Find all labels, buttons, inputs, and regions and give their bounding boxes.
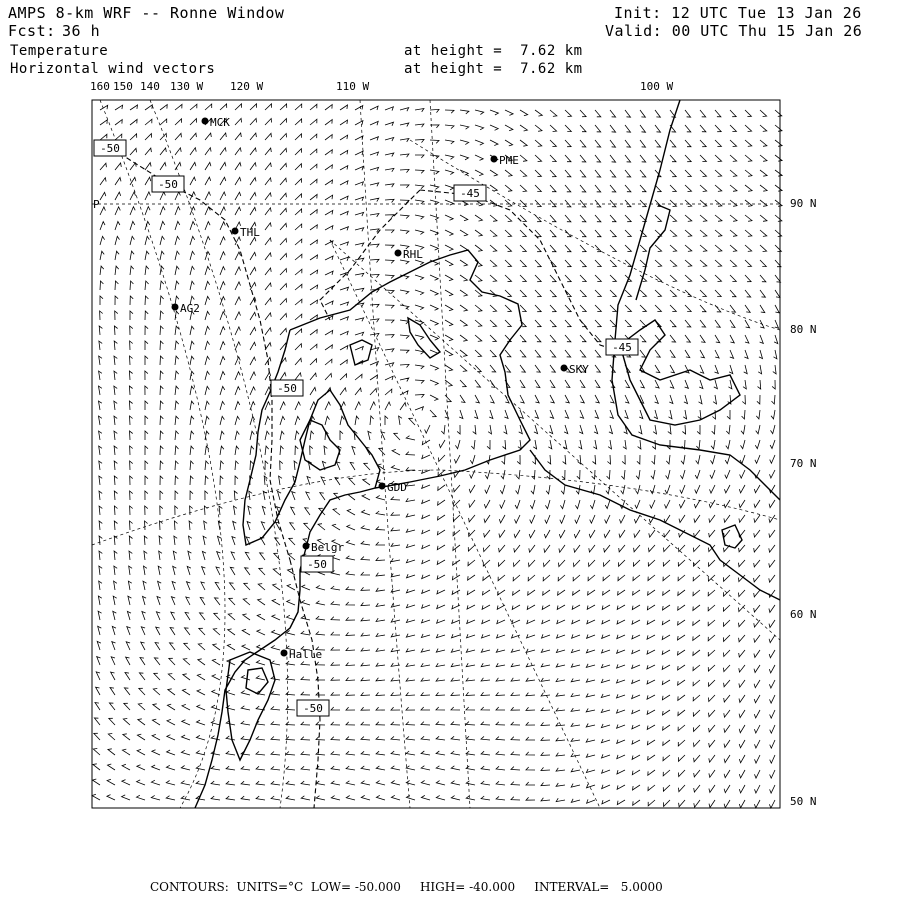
longitude-label: 140 <box>140 80 160 93</box>
station-label: RHL <box>403 248 423 261</box>
station-dot <box>491 156 498 163</box>
height-wind: at height = 7.62 km <box>404 61 583 77</box>
longitude-label: 160 <box>90 80 110 93</box>
valid-time: Valid: 00 UTC Thu 15 Jan 26 <box>605 22 863 40</box>
contour-label <box>606 339 638 355</box>
svg-text:-45: -45 <box>612 341 632 354</box>
contour-minus-50 <box>289 560 323 808</box>
coastline <box>620 320 740 425</box>
svg-text:-50: -50 <box>307 558 327 571</box>
station-label: THL <box>240 226 260 239</box>
station-label: PME <box>499 154 519 167</box>
contour-label <box>297 700 329 716</box>
station-dot <box>303 543 310 550</box>
meridian-line <box>360 100 410 808</box>
forecast-hours: 36 h <box>62 22 101 40</box>
latitude-label: 90 N <box>790 197 817 210</box>
latitude-label: 50 N <box>790 795 817 808</box>
contour-labels <box>94 140 638 716</box>
map-title: AMPS 8-km WRF -- Ronne Window <box>8 4 285 22</box>
station-belgr <box>303 541 345 554</box>
svg-text:-45: -45 <box>460 187 480 200</box>
station-label: MCK <box>210 116 230 129</box>
station-rhl <box>395 248 424 261</box>
coastline <box>246 668 268 694</box>
field-wind: Horizontal wind vectors <box>10 61 216 77</box>
latitude-label: 80 N <box>790 323 817 336</box>
longitude-labels <box>90 80 673 93</box>
meridian-line <box>430 100 470 808</box>
station-dot <box>232 228 239 235</box>
station-label: AG2 <box>180 302 200 315</box>
contour-label <box>454 185 486 201</box>
svg-text:-50: -50 <box>100 142 120 155</box>
station-label: SKY <box>569 363 589 376</box>
wind-barb-field <box>92 104 782 808</box>
init-time: Init: 12 UTC Tue 13 Jan 26 <box>614 4 862 22</box>
forecast-label: Fcst: <box>8 22 56 40</box>
station-label: Belgr <box>311 541 345 554</box>
station-pme <box>491 154 519 167</box>
station-markers <box>172 116 590 661</box>
field-temperature: Temperature <box>10 43 109 59</box>
station-dot <box>172 304 179 311</box>
station-dot <box>281 650 288 657</box>
coastline <box>636 205 670 300</box>
longitude-label: 110 W <box>336 80 370 93</box>
longitude-label: 120 W <box>230 80 264 93</box>
wind-barbs <box>92 104 782 808</box>
longitude-label: 100 W <box>640 80 674 93</box>
contour-minus-50 <box>100 140 290 560</box>
station-mck <box>202 116 231 129</box>
pole-label: P <box>93 198 100 211</box>
coastline <box>300 420 340 470</box>
contour-label <box>271 380 303 396</box>
longitude-label: 150 <box>113 80 133 93</box>
coastline <box>226 652 275 760</box>
station-dot <box>561 365 568 372</box>
station-dot <box>379 483 386 490</box>
svg-text:-50: -50 <box>158 178 178 191</box>
height-temperature: at height = 7.62 km <box>404 43 583 59</box>
svg-text:-50: -50 <box>277 382 297 395</box>
meridian-line <box>330 240 600 808</box>
station-gdd <box>379 481 407 494</box>
coastline <box>612 100 780 500</box>
contour-legend: CONTOURS: UNITS=°C LOW= -50.000 HIGH= -40.000 INTERVAL= 5.0000 <box>150 880 663 894</box>
contour-minus-45 <box>420 190 630 355</box>
station-dot <box>202 118 209 125</box>
contour-label <box>301 556 333 572</box>
latitude-labels <box>790 197 817 808</box>
parallel-line <box>92 470 780 545</box>
station-sky <box>561 363 590 376</box>
coastline <box>530 450 780 600</box>
station-thl <box>232 226 261 239</box>
station-label: GDD <box>387 481 407 494</box>
station-dot <box>395 250 402 257</box>
meridian-line <box>330 240 780 640</box>
latitude-label: 70 N <box>790 457 817 470</box>
station-label: Halle <box>289 648 323 661</box>
coastline <box>290 250 530 488</box>
contour-label <box>152 176 184 192</box>
svg-text:-50: -50 <box>303 702 323 715</box>
latitude-label: 60 N <box>790 608 817 621</box>
contour-label <box>94 140 126 156</box>
longitude-label: 130 W <box>170 80 204 93</box>
